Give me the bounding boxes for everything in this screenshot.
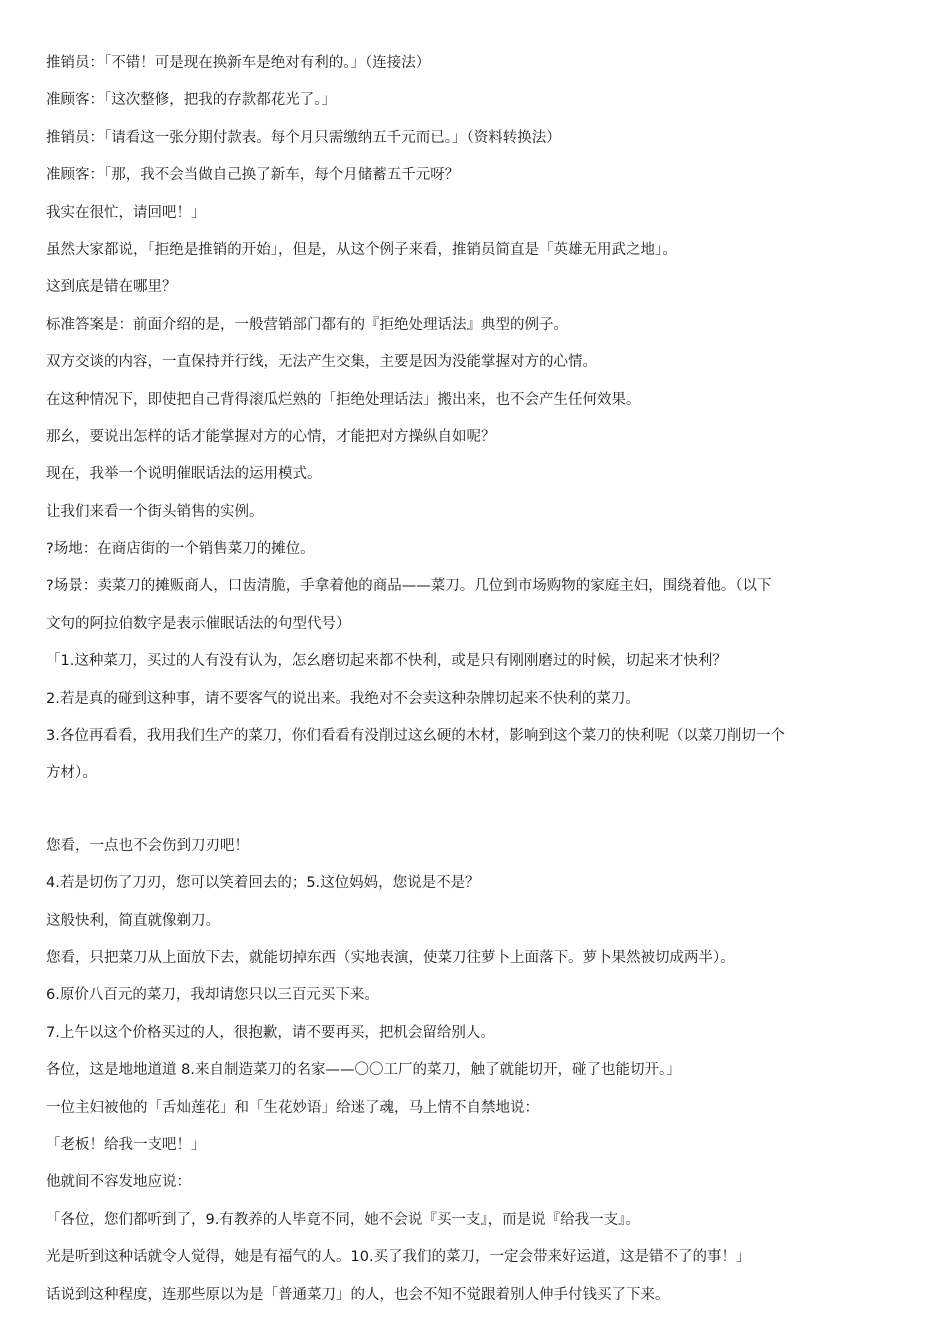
paragraph-gap	[46, 798, 904, 833]
text-line: 7.上午以这个价格买过的人，很抱歉，请不要再买，把机会留给别人。	[46, 1024, 495, 1041]
text-line: ?场地：在商店街的一个销售菜刀的摊位。	[46, 541, 315, 558]
text-line: 推销员：「不错！可是现在换新车是绝对有利的。」（连接法）	[46, 55, 431, 71]
text-line: 6.原价八百元的菜刀，我却请您只以三百元买下来。	[46, 987, 379, 1004]
text-line: 我实在很忙，请回吧！」	[46, 204, 206, 221]
text-line: 「1.这种菜刀，买过的人有没有认为，怎幺磨切起来都不快利，或是只有刚刚磨过的时候，切起来才快利？	[46, 653, 727, 670]
text-line: 这到底是错在哪里？	[46, 279, 177, 296]
text-line: 2.若是真的碰到这种事，请不要客气的说出来。我绝对不会卖这种杂牌切起来不快利的菜刀。	[46, 690, 640, 707]
text-line: 您看，只把菜刀从上面放下去，就能切掉东西（实地表演，使菜刀往萝卜上面落下。萝卜果然被切成两半）。	[46, 949, 735, 966]
text-line: 光是听到这种话就令人觉得，她是有福气的人。10.买了我们的菜刀，一定会带来好运道，这是错不了的事！」	[46, 1249, 751, 1266]
text-line: 准顾客：「那，我不会当做自己换了新车，每个月储蓄五千元呀？	[46, 167, 460, 184]
text-line: 让我们来看一个街头销售的实例。	[46, 503, 264, 520]
text-line: 他就间不容发地应说：	[46, 1174, 191, 1191]
text-line: 话说到这种程度，连那些原以为是「普通菜刀」的人，也会不知不觉跟着别人伸手付钱买了下来。	[46, 1286, 670, 1303]
text-line: 4.若是切伤了刀刃，您可以笑着回去的；5.这位妈妈，您说是不是？	[46, 875, 480, 892]
text-line: 各位，这是地地道道 8.来自制造菜刀的名家——〇〇工厂的菜刀，触了就能切开，碰了也能切开。」	[46, 1062, 681, 1079]
text-line: 那幺，要说出怎样的话才能掌握对方的心情，才能把对方操纵自如呢？	[46, 428, 496, 445]
text-line: 一位主妇被他的「舌灿莲花」和「生花妙语」给迷了魂，马上情不自禁地说：	[46, 1099, 539, 1116]
text-line: 现在，我举一个说明催眠话法的运用模式。	[46, 466, 322, 483]
text-line: 这般快利，简直就像剃刀。	[46, 912, 220, 929]
text-line: 标准答案是：前面介绍的是，一般营销部门都有的『拒绝处理话法』典型的例子。	[46, 316, 568, 333]
text-line: 准顾客：「这次整修，把我的存款都花光了。」	[46, 92, 336, 109]
text-line: 3.各位再看看，我用我们生产的菜刀，你们看看有没削过这幺硬的木材，影响到这个菜刀的快利呢（以菜刀削切一个	[46, 728, 785, 745]
text-line: 文句的阿拉伯数字是表示催眠话法的句型代号）	[46, 615, 351, 632]
text-line: ?场景：卖菜刀的摊贩商人，口齿清脆，手拿着他的商品——菜刀。几位到市场购物的家庭主妇，围绕着他。（以下	[46, 578, 772, 595]
document-body	[46, 50, 904, 1319]
text-line: 在这种情况下，即使把自己背得滚瓜烂熟的「拒绝处理话法」搬出来，也不会产生任何效果。	[46, 391, 641, 408]
text-line: 您看，一点也不会伤到刀刃吧！	[46, 837, 249, 854]
text-line: 方材）。	[46, 765, 97, 782]
text-line: 虽然大家都说，「拒绝是推销的开始」，但是，从这个例子来看，推销员简直是「英雄无用武之地」。	[46, 241, 677, 258]
text-line: 双方交谈的内容，一直保持并行线，无法产生交集，主要是因为没能掌握对方的心情。	[46, 354, 597, 371]
text-line: 推销员：「请看这一张分期付款表。每个月只需缴纳五千元而已。」（资料转换法）	[46, 129, 561, 146]
text-line: 「老板！给我一支吧！」	[46, 1136, 206, 1153]
text-line: 「各位，您们都听到了，9.有教养的人毕竟不同，她不会说『买一支』，而是说『给我一支』。	[46, 1211, 640, 1228]
